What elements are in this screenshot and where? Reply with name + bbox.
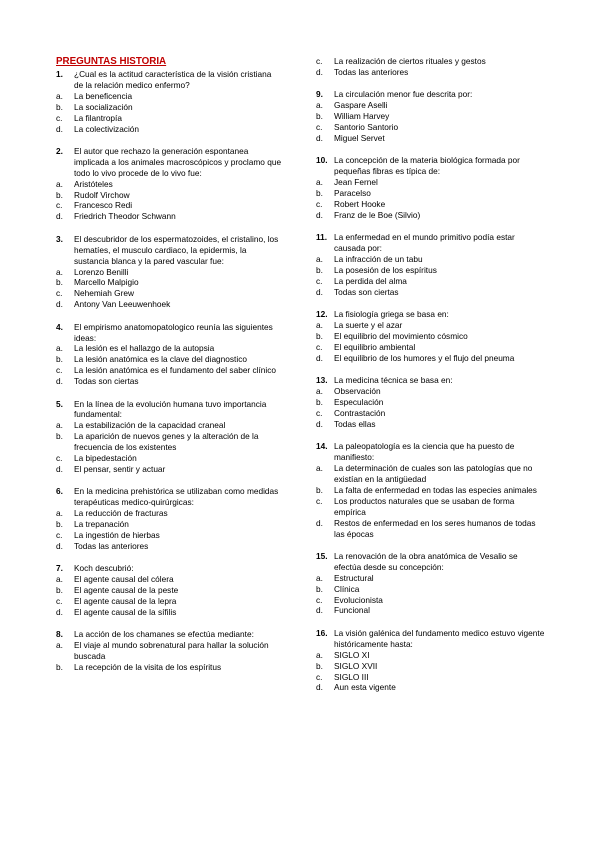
answer-option: [56, 508, 282, 519]
answer-option: [316, 419, 546, 430]
option-text: Robert Hooke: [334, 198, 386, 209]
question-stem: [56, 146, 282, 179]
answer-option: [316, 485, 546, 496]
answer-option: [316, 287, 546, 298]
option-letter: b.: [56, 662, 63, 673]
answer-option: [316, 265, 546, 276]
option-letter: b.: [56, 277, 63, 288]
answer-option: [316, 463, 546, 485]
option-letter: a.: [56, 508, 63, 519]
question-text: La fisiología griega se basa en:: [334, 309, 449, 320]
option-letter: b.: [316, 265, 323, 275]
option-letter: a.: [56, 90, 63, 101]
option-text: Jean Fernel: [334, 177, 378, 188]
question-number: 12.: [316, 309, 328, 320]
option-letter: a.: [316, 320, 323, 331]
option-letter: d.: [316, 517, 323, 528]
answer-option: [316, 276, 546, 287]
question-stem: [316, 628, 546, 650]
option-text: Funcional: [334, 605, 370, 616]
answer-option: [316, 342, 546, 353]
question-stem: [56, 234, 282, 267]
answer-option: [316, 595, 546, 606]
option-text: Todas son ciertas: [74, 376, 139, 387]
answer-option: [316, 496, 546, 518]
question-text: La enfermedad en el mundo primitivo podía estar causada por:: [334, 232, 515, 254]
option-text: La socialización: [74, 101, 133, 112]
option-text: SIGLO XI: [334, 649, 370, 660]
option-letter: c.: [316, 671, 323, 682]
option-letter: a.: [316, 463, 323, 474]
question-number: 10.: [316, 155, 328, 166]
answer-option: [56, 299, 282, 310]
option-letter: c.: [56, 112, 63, 123]
question-stem: [56, 486, 282, 508]
option-text: La lesión es el hallazgo de la autopsia: [74, 343, 215, 354]
question-text: El empirismo anatomopatologico reunía las siguientes ideas:: [74, 321, 273, 343]
right-column: [316, 56, 546, 705]
answer-option: [56, 200, 282, 211]
question-block: [316, 551, 546, 616]
answer-option: [316, 133, 546, 144]
answer-option: [316, 320, 546, 331]
option-letter: d.: [316, 286, 323, 297]
answer-option: [316, 672, 546, 683]
question-number: 7.: [56, 563, 63, 574]
question-stem: [56, 69, 282, 91]
option-letter: d.: [316, 132, 323, 143]
option-text: Franz de le Boe (Silvio): [334, 209, 421, 220]
option-text: William Harvey: [334, 111, 390, 122]
option-text: Lorenzo Benilli: [74, 266, 129, 277]
option-text: Contrastación: [334, 407, 386, 418]
option-text: Paracelso: [334, 188, 371, 199]
option-text: Evolucionista: [334, 594, 383, 605]
option-text: El agente causal del cólera: [74, 574, 174, 585]
question-stem: [316, 89, 546, 100]
answer-option: [56, 585, 282, 596]
option-text: El equilibrio del movimiento cósmico: [334, 331, 468, 342]
question-stem: [316, 232, 546, 254]
answer-option: [56, 179, 282, 190]
option-text: La lesión anatómica es la clave del diagnostico: [74, 354, 247, 365]
option-text: La perdida del alma: [334, 275, 407, 286]
answer-option: [316, 331, 546, 342]
option-letter: c.: [56, 596, 63, 607]
answer-option: [316, 408, 546, 419]
option-letter: d.: [316, 352, 323, 363]
question-number: 4.: [56, 321, 63, 332]
option-text: La estabilización de la capacidad craneal: [74, 420, 226, 431]
question-number: 14.: [316, 441, 328, 452]
option-letter: b.: [56, 431, 63, 442]
question-stem: [316, 375, 546, 386]
answer-option: [316, 518, 546, 540]
option-letter: c.: [56, 288, 63, 299]
answer-option: [56, 91, 282, 102]
question-block: [56, 486, 282, 551]
question-text: ¿Cual es la actitud característica de la visión cristiana de la relación medico enfermo?: [74, 69, 272, 90]
option-text: La determinación de cuales son las patologías que no existían en la antigüedad: [334, 463, 533, 484]
question-number: 1.: [56, 69, 63, 79]
question-number: 15.: [316, 550, 328, 561]
answer-option: [56, 541, 282, 552]
question-stem: [316, 551, 546, 573]
option-text: Clínica: [334, 583, 360, 594]
answer-option: [316, 605, 546, 616]
question-number: 9.: [316, 89, 323, 100]
question-number: 13.: [316, 375, 328, 386]
option-letter: c.: [316, 495, 323, 506]
option-text: Friedrich Theodor Schwann: [74, 211, 176, 222]
option-letter: d.: [316, 605, 323, 616]
answer-option: [56, 530, 282, 541]
option-text: La reducción de fracturas: [74, 508, 168, 519]
question-block: [56, 322, 282, 387]
option-text: La suerte y el azar: [334, 320, 403, 331]
answer-option: [316, 67, 546, 78]
document-title: PREGUNTAS HISTORIA: [56, 56, 167, 67]
option-letter: c.: [316, 275, 323, 286]
question-number: 8.: [56, 629, 63, 640]
option-letter: b.: [316, 111, 323, 122]
option-letter: b.: [316, 188, 323, 199]
answer-option: [56, 607, 282, 618]
question-number: 2.: [56, 145, 63, 156]
answer-option: [316, 573, 546, 584]
question-stem: [316, 441, 546, 463]
question-text: La paleopatología es la ciencia que ha puesto de manifiesto:: [334, 441, 515, 463]
option-letter: a.: [316, 177, 323, 188]
option-letter: a.: [56, 343, 63, 354]
option-text: El equilibrio ambiental: [334, 341, 416, 352]
answer-option: [316, 56, 546, 67]
left-column: [56, 56, 282, 685]
question-block: [316, 89, 546, 144]
option-letter: d.: [56, 540, 63, 551]
question-block: [316, 441, 546, 539]
option-letter: b.: [316, 331, 323, 342]
answer-option: [56, 596, 282, 607]
option-text: La filantropía: [74, 112, 122, 123]
option-text: El pensar, sentir y actuar: [74, 464, 166, 474]
option-text: Rudolf Virchow: [74, 189, 130, 200]
option-letter: b.: [316, 583, 323, 594]
option-text: Miguel Servet: [334, 132, 385, 143]
option-text: Todas ellas: [334, 418, 376, 429]
question-text: La renovación de la obra anatómica de Vesalio se efectúa desde su concepción:: [334, 550, 518, 572]
option-text: El viaje al mundo sobrenatural para hallar la solución buscada: [74, 640, 269, 662]
option-text: La infracción de un tabu: [334, 254, 423, 265]
option-letter: c.: [316, 341, 323, 352]
option-text: La recepción de la visita de los espíritus: [74, 662, 222, 673]
question-text: El autor que rechazo la generación espontanea implicada a los animales macroscópicos y proclamo que todo lo vivo procede de lo vivo fue:: [74, 145, 282, 178]
option-letter: b.: [316, 660, 323, 671]
option-text: Estructural: [334, 572, 374, 583]
answer-option: [56, 464, 282, 475]
question-stem: [316, 309, 546, 320]
answer-option: [56, 343, 282, 354]
option-text: La lesión anatómica es el fundamento del saber clínico: [74, 365, 277, 376]
answer-option: [316, 397, 546, 408]
answer-option: [56, 267, 282, 278]
option-text: Nehemiah Grew: [74, 288, 134, 299]
question-text: La circulación menor fue descrita por:: [334, 89, 473, 100]
question-text: La medicina técnica se basa en:: [334, 375, 453, 386]
question-number: 6.: [56, 486, 63, 497]
option-letter: d.: [316, 209, 323, 220]
option-text: Gaspare Aselli: [334, 100, 388, 111]
option-letter: c.: [316, 594, 323, 605]
option-letter: d.: [56, 123, 63, 134]
question-text: La visión galénica del fundamento medico estuvo vigente históricamente hasta:: [334, 627, 545, 649]
question-block: [56, 629, 282, 673]
question-number: 11.: [316, 232, 328, 243]
option-text: La falta de enfermedad en todas las especies animales: [334, 484, 537, 495]
question-block: [316, 375, 546, 430]
question-block: [56, 146, 282, 222]
option-letter: a.: [316, 386, 323, 397]
option-text: Todas las anteriores: [74, 540, 149, 551]
question-block: [56, 563, 282, 618]
option-letter: a.: [56, 266, 63, 277]
answer-option: [316, 188, 546, 199]
option-text: El equilibrio de los humores y el flujo del pneuma: [334, 352, 515, 363]
question-block: [316, 232, 546, 297]
option-letter: b.: [56, 585, 63, 596]
option-letter: c.: [316, 407, 323, 418]
option-letter: d.: [56, 211, 63, 222]
option-letter: a.: [316, 572, 323, 583]
option-text: Restos de enfermedad en los seres humanos de todas las épocas: [334, 517, 536, 539]
option-text: La ingestión de hierbas: [74, 530, 160, 541]
option-text: Francesco Redi: [74, 200, 133, 211]
question-stem: [56, 563, 282, 574]
answer-option: [316, 353, 546, 364]
option-letter: c.: [316, 198, 323, 209]
option-letter: d.: [56, 299, 63, 310]
question-number: 3.: [56, 233, 63, 244]
option-letter: d.: [316, 418, 323, 429]
option-text: Todas las anteriores: [334, 66, 409, 77]
option-text: Marcello Malpigio: [74, 277, 139, 288]
answer-option: [56, 190, 282, 201]
question-stem: [56, 322, 282, 344]
question-text: Koch descubrió:: [74, 563, 134, 574]
answer-option: [316, 386, 546, 397]
question-block: [316, 155, 546, 220]
answer-option: [316, 100, 546, 111]
option-text: Santorio Santorio: [334, 122, 399, 133]
answer-option: [316, 682, 546, 693]
question-block: [56, 399, 282, 475]
option-text: Todas son ciertas: [334, 286, 399, 297]
question-stem: [316, 155, 546, 177]
option-letter: d.: [316, 66, 323, 77]
option-text: Observación: [334, 386, 381, 397]
question-text: El descubridor de los espermatozoides, el cristalino, los hematíes, el musculo cardiaco, la epidermis, la sustancia blanca y la pared vascular fue:: [74, 233, 279, 266]
option-text: La aparición de nuevos genes y la alteración de la frecuencia de los existentes: [74, 431, 259, 453]
answer-option: [316, 122, 546, 133]
question-text: La concepción de la materia biológica formada por pequeñas fibras es típica de:: [334, 155, 520, 177]
option-letter: b.: [56, 519, 63, 530]
answer-option: [316, 661, 546, 672]
option-text: Especulación: [334, 397, 384, 408]
question-stem: [56, 629, 282, 640]
option-letter: d.: [316, 682, 323, 693]
option-letter: c.: [56, 365, 63, 376]
answer-option: [56, 277, 282, 288]
option-text: La colectivización: [74, 123, 140, 134]
option-letter: a.: [56, 178, 63, 189]
option-letter: b.: [316, 484, 323, 495]
option-letter: b.: [56, 101, 63, 112]
question-number: 5.: [56, 398, 63, 409]
option-letter: a.: [316, 254, 323, 265]
option-letter: c.: [56, 453, 63, 464]
question-block: [316, 309, 546, 364]
option-text: La realización de ciertos rituales y gestos: [334, 56, 486, 66]
answer-option: [56, 453, 282, 464]
question-stem: [56, 399, 282, 421]
answer-option: [56, 376, 282, 387]
answer-option: [56, 365, 282, 376]
answer-option: [56, 640, 282, 662]
option-letter: b.: [56, 354, 63, 365]
option-letter: d.: [56, 606, 63, 617]
option-text: La trepanación: [74, 519, 129, 530]
option-text: SIGLO XVII: [334, 660, 378, 671]
option-letter: a.: [56, 574, 63, 585]
option-letter: a.: [56, 420, 63, 431]
answer-option: [316, 584, 546, 595]
answer-option: [56, 574, 282, 585]
option-letter: c.: [316, 122, 323, 133]
option-letter: c.: [316, 56, 323, 66]
answer-option: [316, 210, 546, 221]
answer-option: [56, 354, 282, 365]
answer-option: [56, 113, 282, 124]
question-block: [316, 628, 546, 693]
option-letter: c.: [56, 530, 63, 541]
question-block: [56, 234, 282, 310]
option-letter: c.: [56, 200, 63, 211]
option-text: El agente causal de la sífilis: [74, 606, 177, 617]
answer-option: [56, 211, 282, 222]
option-text: Los productos naturales que se usaban de forma empírica: [334, 495, 515, 517]
option-text: La beneficencia: [74, 90, 133, 101]
option-text: SIGLO III: [334, 671, 369, 682]
option-text: El agente causal de la peste: [74, 585, 179, 596]
question-text: En la medicina prehistórica se utilizaban como medidas terapéuticas medico-quirúrgicas:: [74, 486, 279, 508]
option-letter: d.: [56, 464, 63, 474]
option-letter: a.: [316, 100, 323, 111]
option-text: El agente causal de la lepra: [74, 596, 177, 607]
question-text: La acción de los chamanes se efectúa mediante:: [74, 629, 254, 640]
option-letter: d.: [56, 376, 63, 387]
answer-option: [316, 177, 546, 188]
answer-option: [316, 111, 546, 122]
option-letter: a.: [56, 640, 63, 651]
answer-option: [56, 662, 282, 673]
answer-option: [56, 519, 282, 530]
question-number: 16.: [316, 627, 328, 638]
option-text: La posesión de los espíritus: [334, 265, 437, 275]
option-letter: b.: [316, 397, 323, 408]
option-text: Antony Van Leeuwenhoek: [74, 299, 171, 310]
answer-option: [316, 650, 546, 661]
answer-option: [56, 288, 282, 299]
answer-option: [316, 254, 546, 265]
answer-option: [56, 431, 282, 453]
question-block: [56, 69, 282, 134]
option-text: Aun esta vigente: [334, 682, 396, 693]
option-letter: a.: [316, 649, 323, 660]
answer-option: [56, 420, 282, 431]
answer-option: [56, 102, 282, 113]
question-8-continuation: [316, 56, 546, 78]
answer-option: [56, 124, 282, 135]
option-text: Aristóteles: [74, 178, 113, 189]
option-letter: b.: [56, 189, 63, 200]
answer-option: [316, 199, 546, 210]
question-text: En la línea de la evolución humana tuvo importancia fundamental:: [74, 398, 267, 420]
option-text: La bipedestación: [74, 453, 137, 464]
